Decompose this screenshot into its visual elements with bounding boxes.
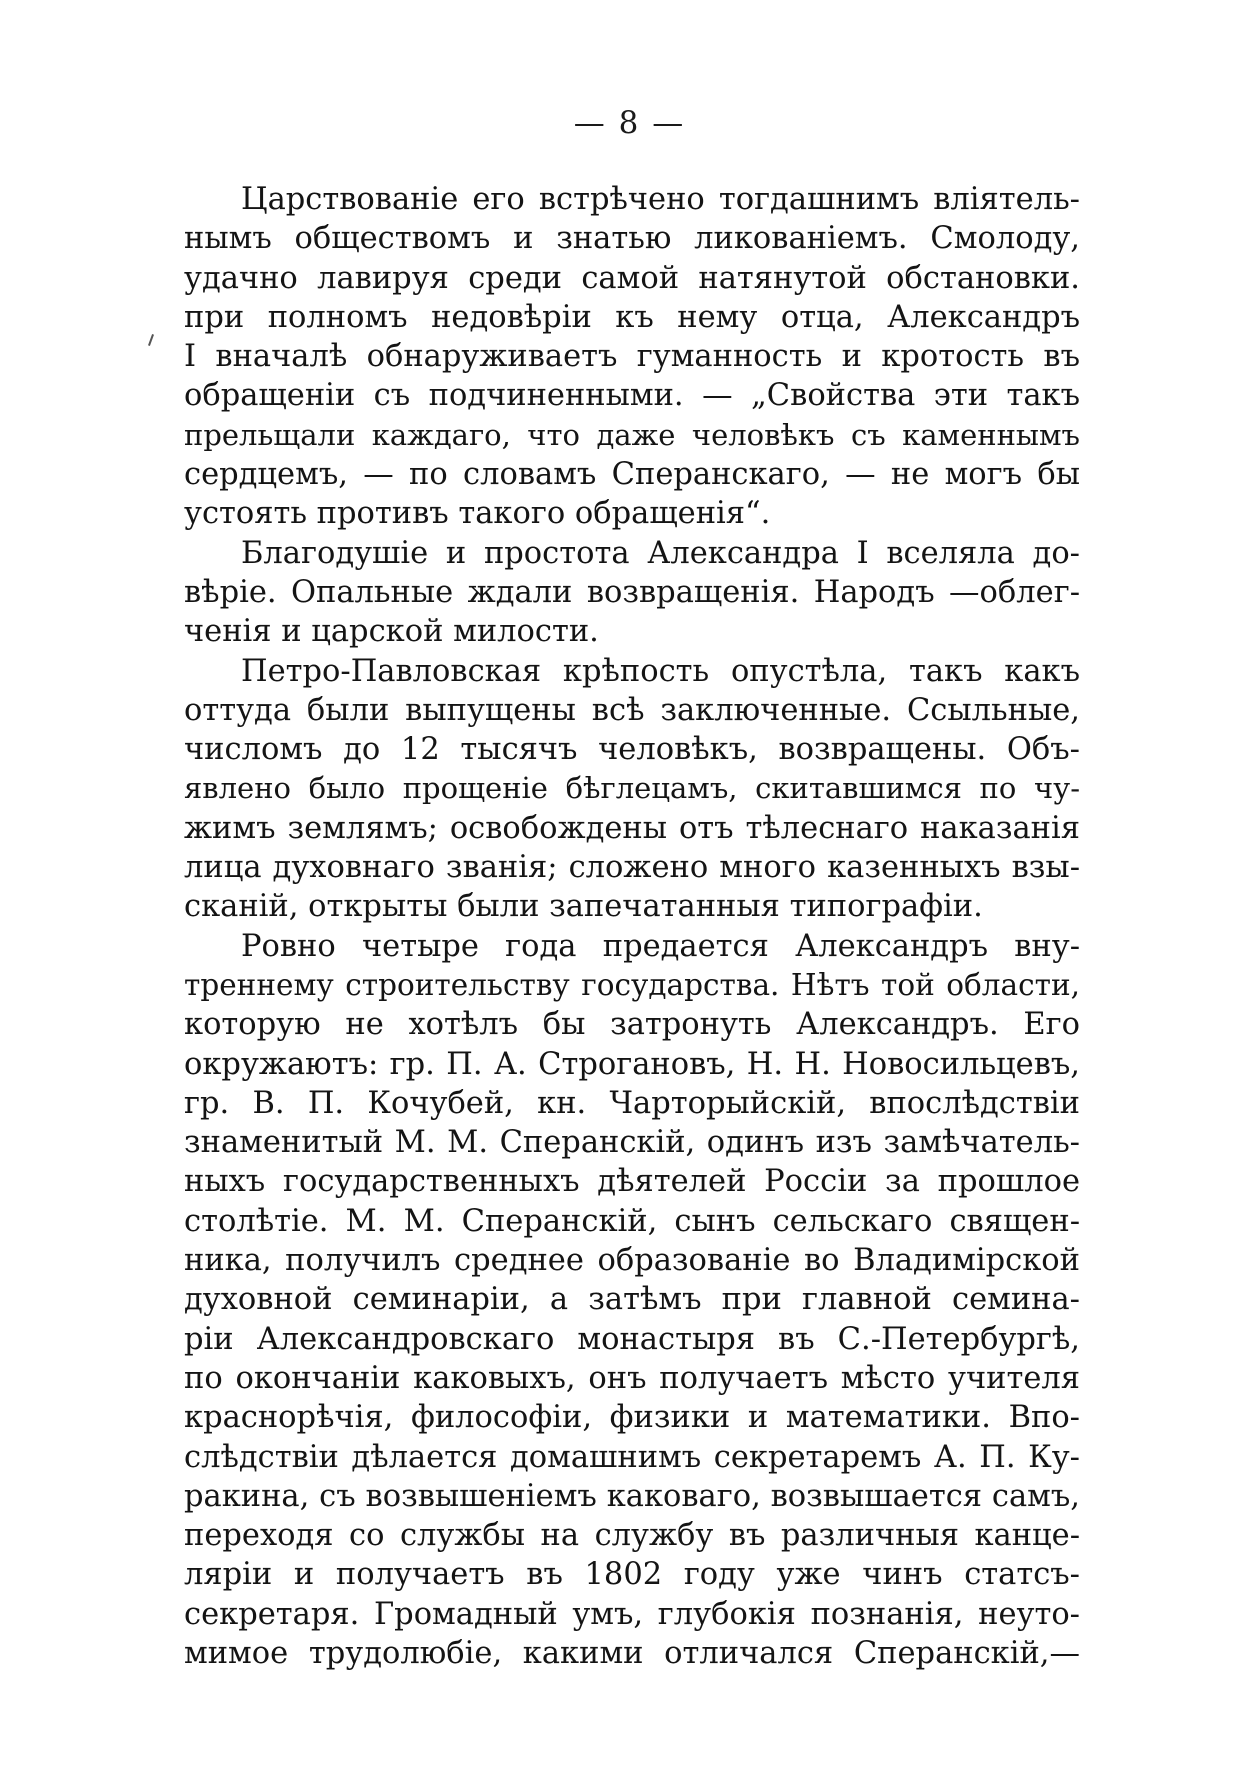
text-line: вѣріе. Опальные ждали возвращенія. Народъ —облег-: [184, 574, 1080, 610]
text-line: гр. В. П. Кочубей, кн. Чарторыйскій, впослѣдствіи: [184, 1085, 1080, 1121]
text-line: прельщали каждаго, что даже человѣкъ съ каменнымъ: [184, 417, 1080, 452]
text-line: Петро-Павловская крѣпость опустѣла, такъ какъ: [241, 653, 1080, 689]
margin-mark: [148, 334, 154, 346]
text-line: секретаря. Громадный умъ, глубокія познанія, неуто-: [184, 1596, 1080, 1632]
text-line: обращеніи съ подчиненными. — „Свойства эти такъ: [184, 378, 1080, 414]
text-line: лица духовнаго званія; сложено много казенныхъ взы-: [184, 850, 1080, 886]
text-line: I вначалѣ обнаруживаетъ гуманность и кротость въ: [184, 339, 1080, 375]
text-line: окружаютъ: гр. П. А. Строгановъ, Н. Н. Новосильцевъ,: [184, 1046, 1080, 1082]
text-line: сканій, открыты были запечатанныя типографіи.: [184, 889, 983, 925]
text-line: ракина, съ возвышеніемъ каковаго, возвышается самъ,: [184, 1478, 1080, 1514]
text-line: ныхъ государственныхъ дѣятелей Россіи за прошлое: [184, 1164, 1080, 1200]
text-line: переходя со службы на службу въ различныя канце-: [184, 1518, 1080, 1554]
text-line: нымъ обществомъ и знатью ликованіемъ. Смолоду,: [184, 221, 1080, 257]
text-line: по окончаніи каковыхъ, онъ получаетъ мѣсто учителя: [184, 1360, 1080, 1396]
paragraph: [184, 652, 1080, 927]
text-line: при полномъ недовѣріи къ нему отца, Александръ: [184, 299, 1080, 335]
paragraph: [184, 180, 1080, 534]
text-line: ника, получилъ среднее образованіе во Владимірской: [184, 1243, 1080, 1279]
text-line: устоять противъ такого обращенія“.: [184, 496, 771, 532]
text-line: числомъ до 12 тысячъ человѣкъ, возвращены. Объ-: [184, 732, 1080, 768]
text-line: духовной семинаріи, а затѣмъ при главной семина-: [184, 1282, 1080, 1318]
text-line: которую не хотѣлъ бы затронуть Александръ. Его: [184, 1007, 1080, 1043]
text-line: столѣтіе. М. М. Сперанскій, сынъ сельскаго священ-: [184, 1203, 1080, 1239]
text-line: Царствованіе его встрѣчено тогдашнимъ вліятель-: [241, 182, 1080, 217]
paragraph: [184, 927, 1080, 1674]
page-number: — 8 —: [573, 105, 686, 141]
text-line: знаменитый М. М. Сперанскій, одинъ изъ замѣчатель-: [184, 1125, 1080, 1161]
text-line: краснорѣчія, философіи, физики и математики. Впо-: [184, 1400, 1080, 1436]
text-line: ріи Александровскаго монастыря въ С.-Петербургѣ,: [184, 1321, 1080, 1357]
text-line: сердцемъ, — по словамъ Сперанскаго, — не могъ бы: [184, 457, 1080, 493]
body-text: [184, 180, 1080, 1673]
text-line: треннему строительству государства. Нѣтъ той области,: [184, 967, 1080, 1002]
text-line: ляріи и получаетъ въ 1802 году уже чинъ статсъ-: [184, 1557, 1080, 1593]
text-line: слѣдствіи дѣлается домашнимъ секретаремъ А. П. Ку-: [184, 1439, 1080, 1475]
text-line: ченія и царской милости.: [184, 614, 599, 650]
text-line: мимое трудолюбіе, какими отличался Сперанскій,—: [184, 1635, 1080, 1671]
text-line: Благодушіе и простота Александра I вселяла до-: [241, 535, 1080, 571]
paragraph: [184, 534, 1080, 652]
text-line: оттуда были выпущены всѣ заключенные. Ссыльные,: [184, 692, 1080, 728]
text-line: явлено было прощеніе бѣглецамъ, скитавшимся по чу-: [184, 771, 1080, 806]
text-line: жимъ землямъ; освобождены отъ тѣлеснаго наказанія: [184, 810, 1080, 846]
text-line: Ровно четыре года предается Александръ вну-: [241, 928, 1080, 964]
text-line: удачно лавируя среди самой натянутой обстановки.: [184, 260, 1080, 296]
